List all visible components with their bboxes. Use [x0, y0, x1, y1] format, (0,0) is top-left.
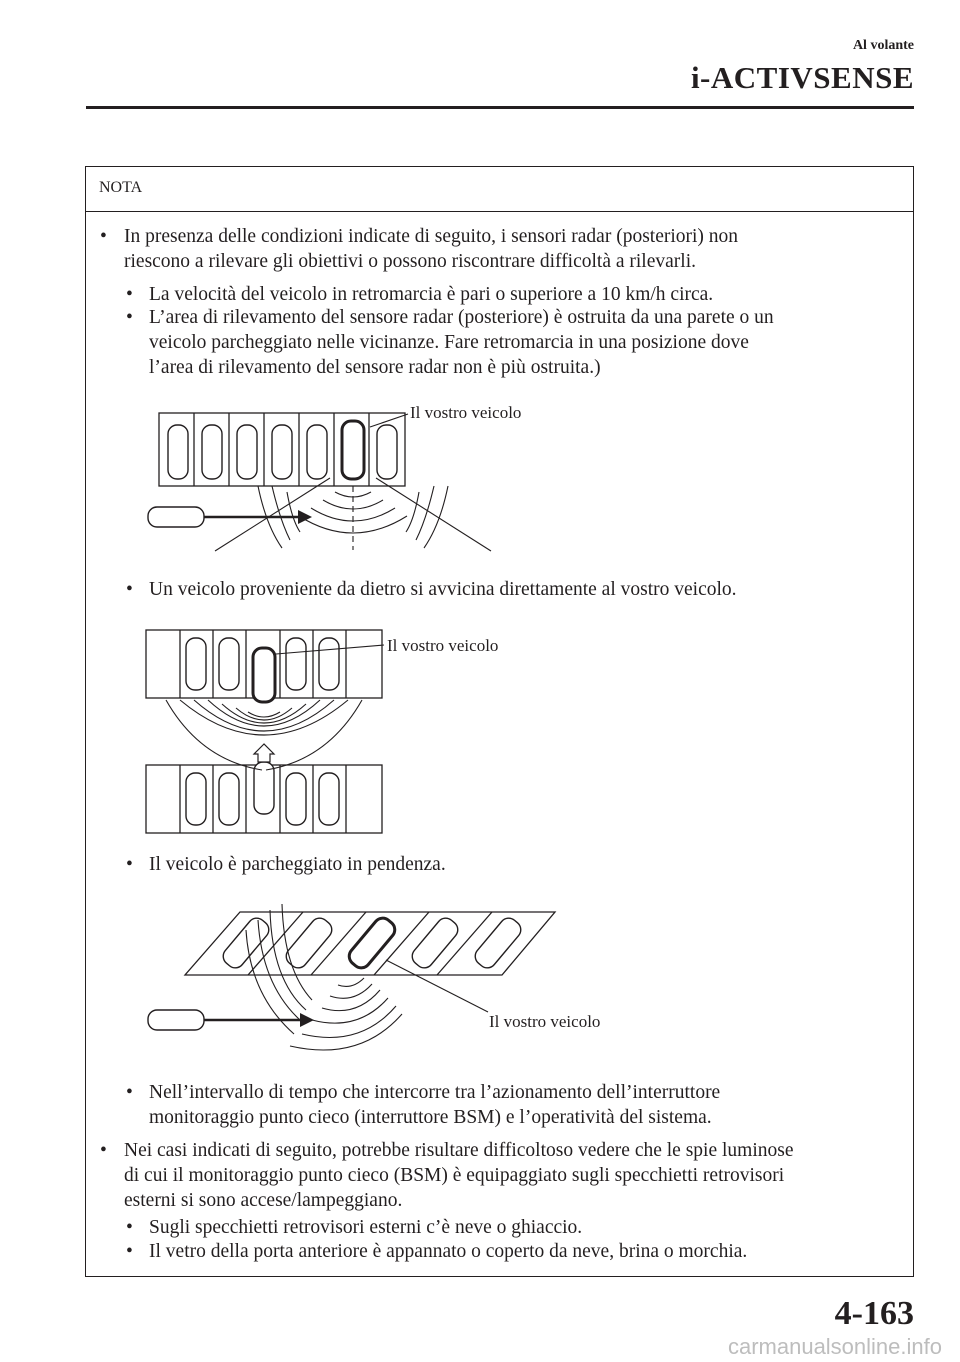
watermark: carmanualsonline.info: [727, 1334, 942, 1359]
text-line: L’area di rilevamento del sensore radar (posteriore) è ostruita da una parete o un: [149, 307, 774, 328]
sub-bullet-icon: •: [126, 1082, 133, 1103]
text-line: monitoraggio punto cieco (interruttore BSM) e l’operatività del sistema.: [149, 1107, 712, 1128]
text-line: di cui il monitoraggio punto cieco (BSM) è equipaggiato sugli specchietti retrovisori: [124, 1165, 785, 1186]
sub-bullet-icon: •: [126, 284, 133, 305]
sub-bullet-icon: •: [126, 307, 133, 328]
sub-item-approach-behind: Un veicolo proveniente da dietro si avvicina direttamente al vostro veicolo.: [149, 579, 737, 600]
your-vehicle-label: Il vostro veicolo: [410, 403, 522, 422]
page-number: 4-163: [834, 1295, 914, 1332]
text-line: veicolo parcheggiato nelle vicinanze. Fare retromarcia in una posizione dove: [149, 332, 749, 353]
sub-bullet-icon: •: [126, 1241, 133, 1262]
your-vehicle-label: Il vostro veicolo: [387, 636, 499, 655]
note-heading: NOTA: [86, 167, 913, 212]
text-line: Nei casi indicati di seguito, potrebbe risultare difficoltoso vedere che le spie luminose: [124, 1140, 794, 1161]
section-name: Al volante: [852, 38, 914, 53]
sub-bullet-icon: •: [126, 854, 133, 875]
text-line: In presenza delle condizioni indicate di seguito, i sensori radar (posteriori) non: [124, 226, 739, 247]
sub-item-slope: Il veicolo è parcheggiato in pendenza.: [149, 854, 446, 875]
text-line: l’area di rilevamento del sensore radar non è più ostruita.): [149, 357, 601, 378]
text-line: Nell’intervallo di tempo che intercorre tra l’azionamento dell’interruttore: [149, 1082, 721, 1103]
your-vehicle-label: Il vostro veicolo: [489, 1012, 601, 1031]
sub-bullet-icon: •: [126, 1217, 133, 1238]
bullet-icon: •: [100, 226, 107, 247]
sub-item-snow-ice: Sugli specchietti retrovisori esterni c’è neve o ghiaccio.: [149, 1217, 583, 1238]
note-paragraph-2: [124, 1138, 793, 1213]
label-leader-line: [386, 960, 488, 1012]
sub-item-fogged-glass: Il vetro della porta anteriore è appannato o coperto da neve, brina o morchia.: [149, 1241, 748, 1262]
bullet-icon: •: [100, 1140, 107, 1161]
sub-bullet-icon: •: [126, 579, 133, 600]
your-car: [346, 914, 399, 971]
sub-item-speed: La velocità del veicolo in retromarcia è pari o superiore a 10 km/h circa.: [149, 284, 714, 305]
approaching-car: [148, 1010, 204, 1030]
text-line: esterni si sono accese/lampeggiano.: [124, 1190, 403, 1211]
sub-item-bsm-switch: [149, 1080, 720, 1130]
text-line: riescono a rilevare gli obiettivi o possono riscontrare difficoltà a rilevarli.: [124, 251, 696, 272]
page-title: i-ACTIVSENSE: [690, 60, 914, 95]
